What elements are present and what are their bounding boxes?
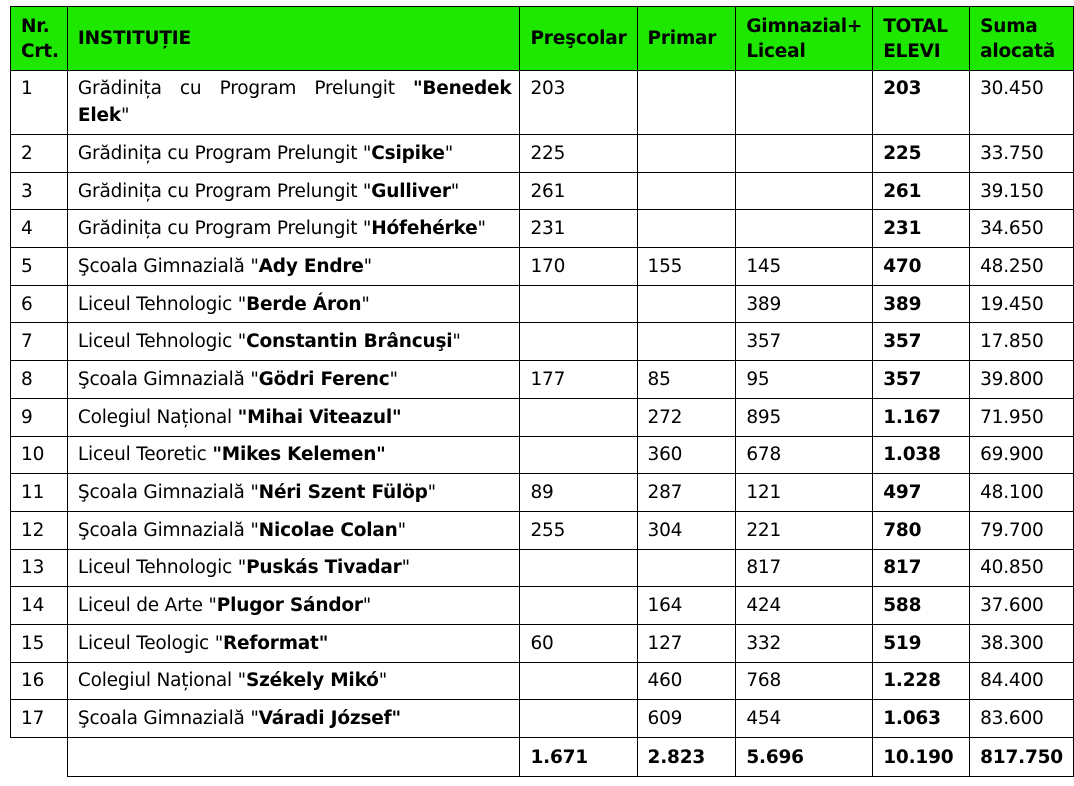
total-primar: 2.823 (637, 738, 736, 777)
row-prescolar: 261 (520, 172, 637, 210)
table-row (11, 624, 1074, 662)
row-nr: 11 (11, 474, 68, 512)
row-suma-alocata: 30.450 (970, 71, 1074, 135)
row-primar: 460 (637, 662, 736, 700)
row-institutie (67, 662, 520, 700)
institution-type: Grădinița cu Program Prelungit " (77, 142, 372, 164)
row-suma-alocata: 39.800 (970, 361, 1074, 399)
institution-type: Şcoala Gimnazială " (77, 708, 259, 730)
row-gimnazial-liceal: 678 (736, 436, 873, 474)
institution-name: Berde Áron (246, 293, 362, 315)
total-suma-alocata: 817.750 (970, 738, 1074, 777)
row-suma-alocata: 33.750 (970, 135, 1074, 173)
row-total-elevi: 261 (873, 172, 970, 210)
row-total-elevi: 497 (873, 474, 970, 512)
row-gimnazial-liceal: 121 (736, 474, 873, 512)
institution-name: Puskás Tivadar (246, 557, 402, 579)
row-institutie (67, 323, 520, 361)
institution-name-suffix: " (120, 105, 130, 126)
row-prescolar (520, 662, 637, 700)
row-primar (637, 135, 736, 173)
row-gimnazial-liceal (736, 210, 873, 248)
row-nr: 5 (11, 248, 68, 286)
row-prescolar (520, 436, 637, 474)
row-suma-alocata: 19.450 (970, 285, 1074, 323)
institution-name-suffix: " (361, 293, 370, 315)
row-primar: 127 (637, 624, 736, 662)
row-institutie (67, 71, 520, 135)
row-prescolar (520, 549, 637, 587)
row-gimnazial-liceal (736, 135, 873, 173)
row-suma-alocata: 79.700 (970, 511, 1074, 549)
row-nr: 17 (11, 700, 68, 738)
table-row (11, 210, 1074, 248)
row-suma-alocata: 40.850 (970, 549, 1074, 587)
row-total-elevi: 231 (873, 210, 970, 248)
row-institutie (67, 700, 520, 738)
total-elevi: 10.190 (873, 738, 970, 777)
row-institutie (67, 210, 520, 248)
row-suma-alocata: 83.600 (970, 700, 1074, 738)
row-institutie (67, 248, 520, 286)
row-nr: 7 (11, 323, 68, 361)
row-nr: 16 (11, 662, 68, 700)
table-row (11, 248, 1074, 286)
row-primar: 360 (637, 436, 736, 474)
institution-name-suffix: " (444, 142, 454, 164)
institution-type: Colegiul Național (77, 406, 238, 428)
row-gimnazial-liceal: 895 (736, 398, 873, 436)
institution-name: Csipike (371, 142, 445, 164)
row-nr: 1 (11, 71, 68, 135)
row-institutie (67, 587, 520, 625)
row-total-elevi: 1.038 (873, 436, 970, 474)
institution-type: Liceul Teologic " (77, 632, 224, 654)
row-suma-alocata: 37.600 (970, 587, 1074, 625)
institution-name-suffix: " (401, 557, 410, 579)
row-gimnazial-liceal: 768 (736, 662, 873, 700)
row-prescolar (520, 398, 637, 436)
header-nr: Nr. Crt. (11, 7, 68, 71)
row-nr: 13 (11, 549, 68, 587)
row-total-elevi: 780 (873, 511, 970, 549)
row-prescolar: 231 (520, 210, 637, 248)
row-suma-alocata: 48.100 (970, 474, 1074, 512)
row-total-elevi: 1.063 (873, 700, 970, 738)
row-institutie (67, 285, 520, 323)
row-suma-alocata: 38.300 (970, 624, 1074, 662)
row-gimnazial-liceal: 332 (736, 624, 873, 662)
row-suma-alocata: 69.900 (970, 436, 1074, 474)
institution-type: Grădinița cu Program Prelungit " (77, 218, 372, 240)
institution-type: Liceul Tehnologic " (77, 557, 247, 579)
institution-type: Şcoala Gimnazială " (77, 368, 259, 390)
institution-name-suffix: " (427, 482, 436, 504)
row-primar: 304 (637, 511, 736, 549)
row-total-elevi: 1.167 (873, 398, 970, 436)
institution-type: Grădinița cu Program Prelungit (77, 78, 413, 99)
institution-name-suffix: " (378, 670, 387, 692)
row-primar (637, 549, 736, 587)
row-prescolar: 170 (520, 248, 637, 286)
row-institutie (67, 474, 520, 512)
institution-type: Şcoala Gimnazială " (77, 255, 259, 277)
row-total-elevi: 817 (873, 549, 970, 587)
row-nr: 15 (11, 624, 68, 662)
row-institutie (67, 624, 520, 662)
header-suma-alocata: Suma alocată (970, 7, 1074, 71)
institution-name: Nicolae Colan (258, 519, 398, 541)
row-nr: 4 (11, 210, 68, 248)
institution-name-suffix: " (452, 331, 461, 353)
row-primar: 272 (637, 398, 736, 436)
table-row (11, 323, 1074, 361)
table-row (11, 135, 1074, 173)
row-institutie (67, 436, 520, 474)
row-primar: 164 (637, 587, 736, 625)
institution-name-suffix: " (363, 255, 372, 277)
row-institutie (67, 549, 520, 587)
institution-name: "Mikes Kelemen" (212, 444, 386, 466)
row-suma-alocata: 84.400 (970, 662, 1074, 700)
row-institutie (67, 361, 520, 399)
row-total-elevi: 203 (873, 71, 970, 135)
table-row (11, 361, 1074, 399)
row-institutie (67, 172, 520, 210)
institution-name: Gulliver (371, 180, 451, 202)
table-body (11, 71, 1074, 738)
row-nr: 8 (11, 361, 68, 399)
row-total-elevi: 225 (873, 135, 970, 173)
table-row (11, 549, 1074, 587)
row-gimnazial-liceal: 357 (736, 323, 873, 361)
institution-name: Plugor Sándor (216, 595, 363, 617)
row-primar: 155 (637, 248, 736, 286)
row-suma-alocata: 48.250 (970, 248, 1074, 286)
table-row (11, 436, 1074, 474)
row-suma-alocata: 34.650 (970, 210, 1074, 248)
institution-name-suffix: " (477, 218, 486, 240)
table-row (11, 398, 1074, 436)
institution-type: Liceul de Arte " (77, 595, 217, 617)
institution-name: Néri Szent Fülöp (258, 482, 428, 504)
totals-empty-cell (11, 738, 68, 777)
row-prescolar (520, 587, 637, 625)
row-prescolar: 60 (520, 624, 637, 662)
row-nr: 6 (11, 285, 68, 323)
institution-name: Hófehérke (371, 218, 478, 240)
allocation-table (10, 6, 1074, 777)
institution-name: Váradi József" (258, 708, 401, 730)
institution-type: Liceul Teoretic (77, 444, 213, 466)
row-prescolar (520, 285, 637, 323)
institution-name: Reformat" (223, 632, 329, 654)
table-row (11, 587, 1074, 625)
row-primar (637, 210, 736, 248)
row-primar (637, 285, 736, 323)
row-prescolar: 89 (520, 474, 637, 512)
row-total-elevi: 357 (873, 323, 970, 361)
row-primar (637, 71, 736, 135)
row-institutie (67, 511, 520, 549)
row-institutie (67, 135, 520, 173)
table-row (11, 662, 1074, 700)
row-gimnazial-liceal: 145 (736, 248, 873, 286)
row-primar (637, 323, 736, 361)
institution-name: "Benedek Elek (77, 78, 512, 126)
row-total-elevi: 357 (873, 361, 970, 399)
row-primar (637, 172, 736, 210)
header-primar: Primar (637, 7, 736, 71)
institution-type: Grădinița cu Program Prelungit " (77, 180, 372, 202)
row-gimnazial-liceal: 221 (736, 511, 873, 549)
row-gimnazial-liceal: 817 (736, 549, 873, 587)
header-institutie: INSTITUȚIE (67, 7, 520, 71)
row-suma-alocata: 71.950 (970, 398, 1074, 436)
row-gimnazial-liceal (736, 71, 873, 135)
total-gimnazial-liceal: 5.696 (736, 738, 873, 777)
institution-name: Székely Mikó (245, 670, 379, 692)
institution-name: Constantin Brâncuşi (246, 331, 453, 353)
institution-name: Ady Endre (258, 255, 364, 277)
row-nr: 14 (11, 587, 68, 625)
row-total-elevi: 588 (873, 587, 970, 625)
row-total-elevi: 470 (873, 248, 970, 286)
table-row (11, 172, 1074, 210)
row-prescolar: 203 (520, 71, 637, 135)
institution-type: Şcoala Gimnazială " (77, 482, 259, 504)
row-suma-alocata: 17.850 (970, 323, 1074, 361)
institution-name-suffix: " (389, 368, 398, 390)
row-prescolar (520, 323, 637, 361)
row-nr: 3 (11, 172, 68, 210)
totals-label-cell (67, 738, 520, 777)
row-primar: 609 (637, 700, 736, 738)
totals-row (11, 738, 1074, 777)
row-primar: 287 (637, 474, 736, 512)
row-nr: 10 (11, 436, 68, 474)
table-row (11, 285, 1074, 323)
institution-type: Liceul Tehnologic " (77, 331, 247, 353)
row-prescolar: 177 (520, 361, 637, 399)
institution-name-suffix: " (397, 519, 406, 541)
institution-type: Şcoala Gimnazială " (77, 519, 259, 541)
row-suma-alocata: 39.150 (970, 172, 1074, 210)
total-prescolar: 1.671 (520, 738, 637, 777)
row-gimnazial-liceal: 454 (736, 700, 873, 738)
header-prescolar: Preşcolar (520, 7, 637, 71)
table-row (11, 474, 1074, 512)
institution-type: Colegiul Național " (77, 670, 246, 692)
row-institutie (67, 398, 520, 436)
row-total-elevi: 389 (873, 285, 970, 323)
row-prescolar (520, 700, 637, 738)
row-gimnazial-liceal: 389 (736, 285, 873, 323)
header-total-elevi: TOTAL ELEVI (873, 7, 970, 71)
institution-name-suffix: " (450, 180, 460, 202)
row-nr: 2 (11, 135, 68, 173)
row-total-elevi: 519 (873, 624, 970, 662)
row-prescolar: 225 (520, 135, 637, 173)
institution-name: Gödri Ferenc (258, 368, 390, 390)
row-prescolar: 255 (520, 511, 637, 549)
row-primar: 85 (637, 361, 736, 399)
header-row (11, 7, 1074, 71)
row-gimnazial-liceal: 95 (736, 361, 873, 399)
row-nr: 12 (11, 511, 68, 549)
institution-type: Liceul Tehnologic " (77, 293, 247, 315)
table-row (11, 511, 1074, 549)
row-gimnazial-liceal: 424 (736, 587, 873, 625)
table-row (11, 700, 1074, 738)
institution-name: "Mihai Viteazul" (237, 406, 402, 428)
header-gimnazial-liceal: Gimnazial+ Liceal (736, 7, 873, 71)
row-gimnazial-liceal (736, 172, 873, 210)
row-nr: 9 (11, 398, 68, 436)
row-total-elevi: 1.228 (873, 662, 970, 700)
institution-name-suffix: " (362, 595, 372, 617)
table-row (11, 71, 1074, 135)
